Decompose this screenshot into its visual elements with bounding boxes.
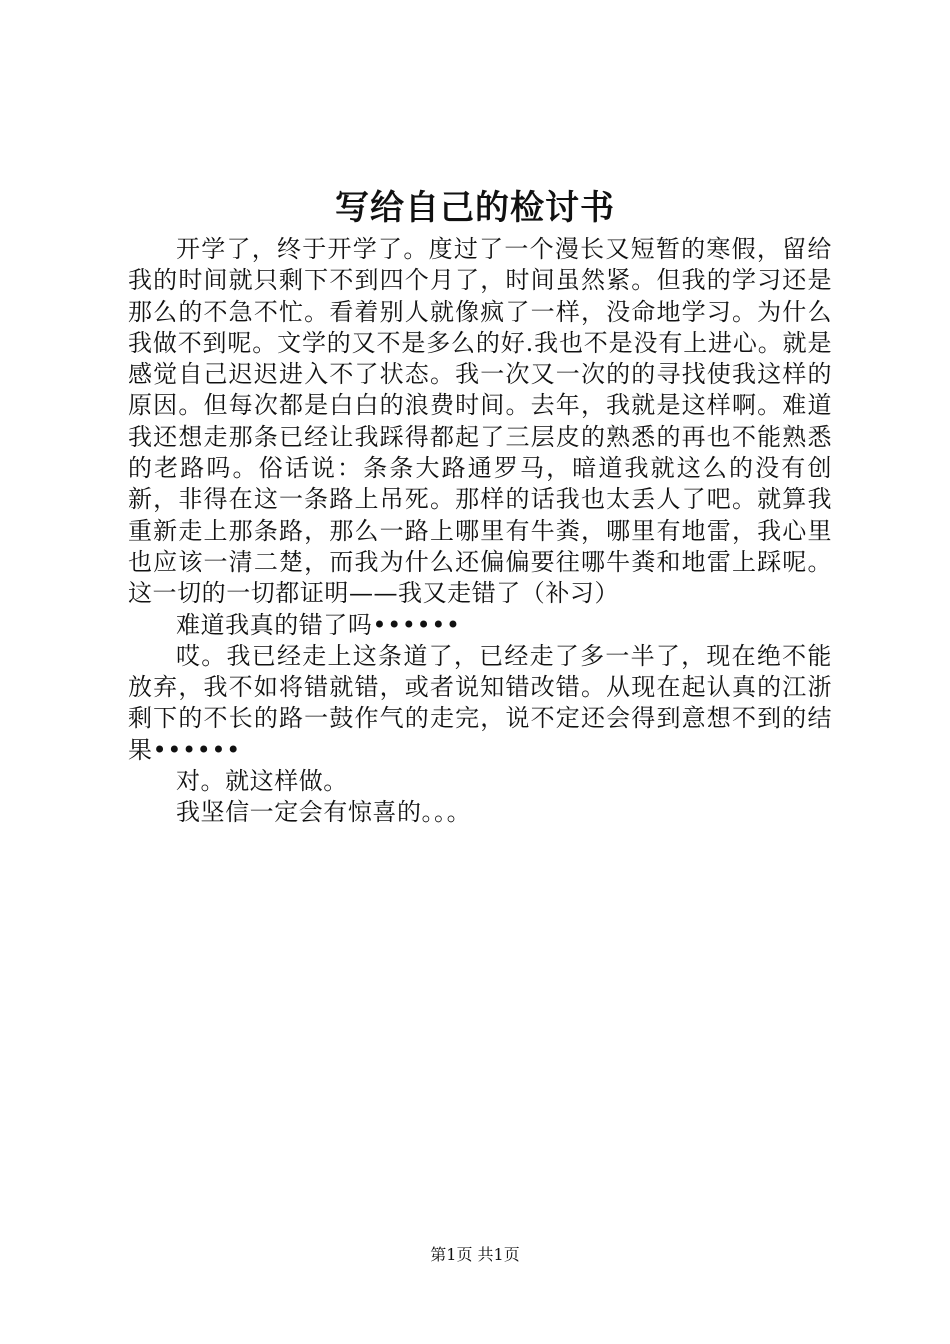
paragraph-3: 哎。我已经走上这条道了，已经走了多一半了，现在绝不能放弃，我不如将错就错，或者说知错改错。从现在起认真的江浙剩下的不长的路一鼓作气的走完，说不定还会得到意想不到的结果•••••• xyxy=(128,641,832,764)
paragraph-1: 开学了，终于开学了。度过了一个漫长又短暂的寒假，留给我的时间就只剩下不到四个月了，时间虽然紧。但我的学习还是那么的不急不忙。看着别人就像疯了一样，没命地学习。为什么我做不到呢。文学的又不是多么的好.我也不是没有上进心。就是感觉自己迟迟进入不了状态。我一次又一次的的寻找使我这样的原因。但每次都是白白的浪费时间。去年，我就是这样啊。难道我还想走那条已经让我踩得都起了三层皮的熟悉的再也不能熟悉的老路吗。俗话说：条条大路通罗马，暗道我就这么的没有创新，非得在这一条路上吊死。那样的话我也太丢人了吧。就算我重新走上那条路，那么一路上哪里有牛粪，哪里有地雷，我心里也应该一清二楚，而我为什么还偏偏要往哪牛粪和地雷上踩呢。这一切的一切都证明——我又走错了（补习） xyxy=(128,235,832,608)
paragraph-2: 难道我真的错了吗•••••• xyxy=(176,610,461,639)
paragraph-4: 对。就这样做。 xyxy=(176,767,348,796)
document-body xyxy=(128,234,832,829)
page-footer: 第1页 共1页 xyxy=(430,1245,520,1264)
document-title: 写给自己的检讨书 xyxy=(335,188,615,228)
paragraph-5: 我坚信一定会有惊喜的。。。 xyxy=(176,798,472,827)
